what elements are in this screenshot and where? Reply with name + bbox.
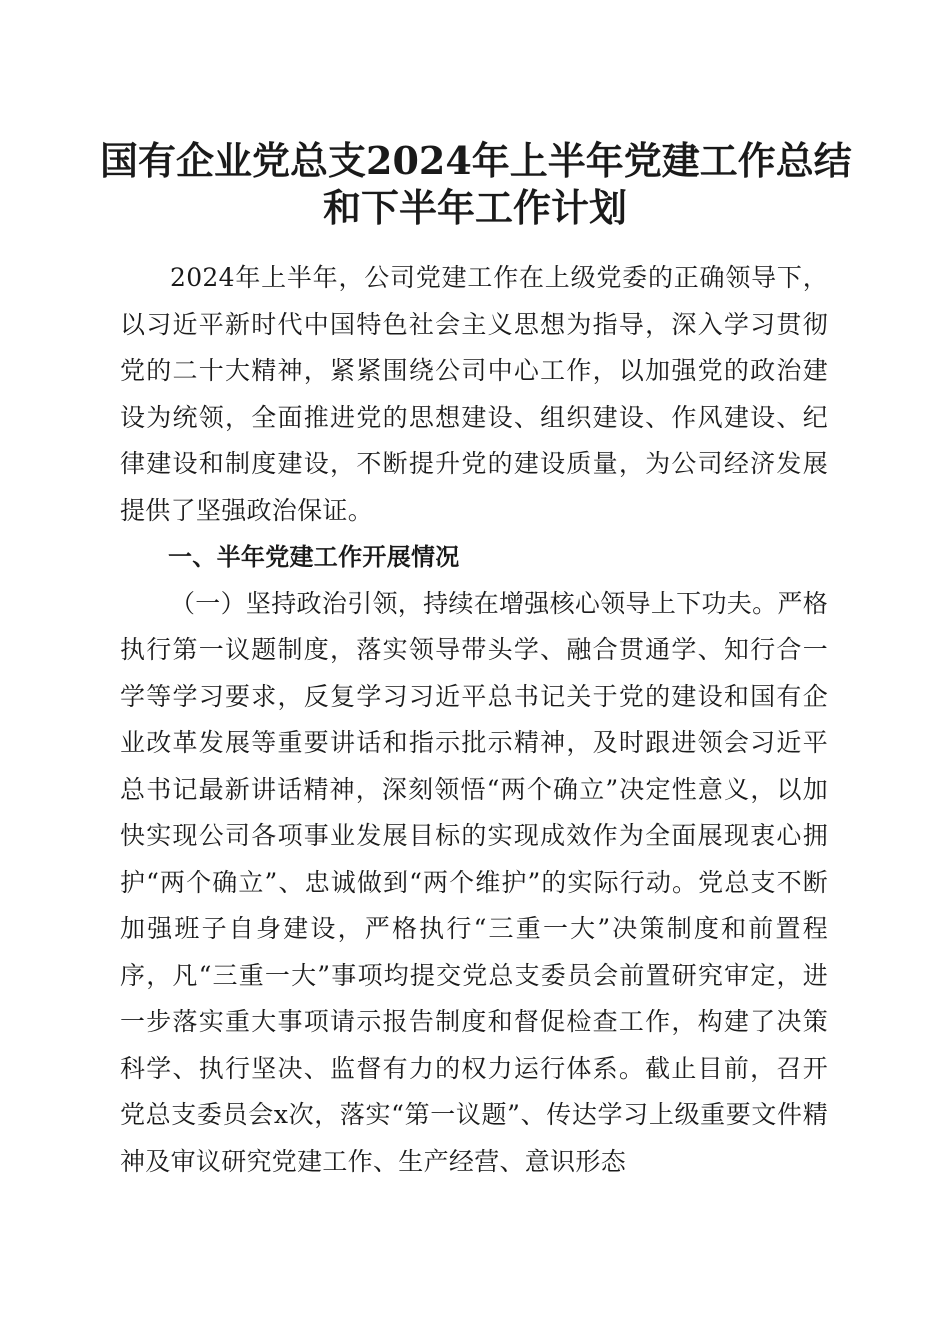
document-title-line-2: 和下半年工作计划 (322, 185, 627, 230)
section-paragraph: （一）坚持政治引领，持续在增强核心领导上下功夫。严格执行第一议题制度，落实领导带头学、融合贯通学、知行合一学等学习要求，反复学习习近平总书记关于党的建设和国有企业改革发展等重要讲话和指示批示精神，及时跟进领会习近平总书记最新讲话精神，深刻领悟“两个确立”决定性意义，以加快实现公司各项事业发展目标的实现成效作为全面展现衷心拥护“两个确立”、忠诚做到“两个维护”的实际行动。党总支不断加强班子自身建设，严格执行“三重一大”决策制度和前置程序，凡“三重一大”事项均提交党总支委员会前置研究审定，进一步落实重大事项请示报告制度和督促检查工作，构建了决策科学、执行坚决、监督有力的权力运行体系。截止目前，召开党总支委员会x次，落实“第一议题”、传达学习上级重要文件精神及审议研究党建工作、生产经营、意识形态 (120, 588, 828, 1176)
document-title-line-1: 国有企业党总支2024年上半年党建工作总结 (100, 138, 852, 183)
intro-paragraph: 2024年上半年，公司党建工作在上级党委的正确领导下，以习近平新时代中国特色社会主义思想为指导，深入学习贯彻党的二十大精神，紧紧围绕公司中心工作，以加强党的政治建设为统领，全面推进党的思想建设、组织建设、作风建设、纪律建设和制度建设，不断提升党的建设质量，为公司经济发展提供了坚强政治保证。 (120, 263, 828, 525)
section-heading: 一、半年党建工作开展情况 (168, 543, 460, 571)
document-body (120, 255, 828, 1185)
